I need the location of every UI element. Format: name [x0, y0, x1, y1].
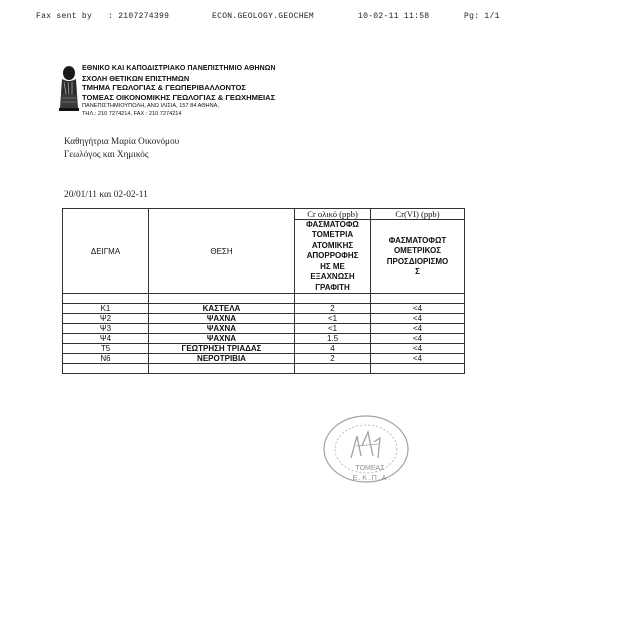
report-date: 20/01/11 και 02-02-11 [64, 190, 148, 200]
table-cell-empty [149, 294, 295, 304]
column-header-total-cr-unit: Cr ολικό (ppb) [295, 209, 371, 220]
cell-sample: N6 [63, 354, 149, 364]
results-table [62, 208, 465, 374]
cell-cr6: <4 [371, 314, 465, 324]
table-spacer-row [63, 364, 465, 374]
cell-location: ΨΑΧΝΑ [149, 334, 295, 344]
table-row [63, 314, 465, 324]
table-cell-empty [371, 364, 465, 374]
method-line: ΟΜΕΤΡΙΚΟΣ [393, 246, 442, 256]
cell-sample: Ψ3 [63, 324, 149, 334]
table-row [63, 304, 465, 314]
method-line: ΑΤΟΜΙΚΗΣ [311, 240, 354, 250]
cell-cr6: <4 [371, 334, 465, 344]
column-header-location: ΘΕΣΗ [149, 209, 295, 294]
cell-sample: Ψ2 [63, 314, 149, 324]
method-line: ΠΡΟΣΔΙΟΡΙΣΜΟ [386, 256, 449, 266]
table-cell-empty [63, 294, 149, 304]
cell-sample: K1 [63, 304, 149, 314]
method-line: ΓΡΑΦΙΤΗ [315, 282, 350, 292]
school-name: ΣΧΟΛΗ ΘΕΤΙΚΩΝ ΕΠΙΣΤΗΜΩΝ [82, 73, 190, 83]
cell-location: ΨΑΧΝΑ [149, 324, 295, 334]
cell-cr6: <4 [371, 324, 465, 334]
method-line: ΗΣ ΜΕ [320, 261, 345, 271]
letterhead [58, 64, 358, 120]
signatory-block [64, 135, 179, 161]
table-cell-empty [371, 294, 465, 304]
stamp-text-section: ΤΟΜΕΑΣ [355, 465, 385, 472]
cell-total-cr: 2 [295, 304, 371, 314]
letterhead-address: ΠΑΝΕΠΙΣΤΗΜΙΟΥΠΟΛΗ, ΑΝΩ ΙΛΙΣΙΑ, 157 84 ΑΘΗΝΑ, [82, 103, 219, 109]
signatory-title: Γεωλόγος και Χημικός [64, 149, 149, 159]
method-line: ΑΠΟΡΡΟΦΗΣ [306, 251, 359, 261]
department-name: ΤΜΗΜΑ ΓΕΩΛΟΓΙΑΣ & ΓΕΩΠΕΡΙΒΑΛΛΟΝΤΟΣ [82, 83, 246, 92]
method-line: ΦΑΣΜΑΤΟΦΩ [306, 220, 359, 230]
cell-sample: Ψ4 [63, 334, 149, 344]
cell-total-cr: 2 [295, 354, 371, 364]
method-line: ΤΟΜΕΤΡΙΑ [311, 230, 354, 240]
method-line: ΦΑΣΜΑΤΟΦΩΤ [388, 235, 447, 245]
fax-sender-number: : 2107274399 [108, 12, 170, 21]
cell-location: ΨΑΧΝΑ [149, 314, 295, 324]
table-row [63, 344, 465, 354]
table-cell-empty [295, 364, 371, 374]
cell-location: ΚΑΣΤΕΛΑ [149, 304, 295, 314]
column-header-cr6-unit: Cr(VI) (ppb) [371, 209, 465, 220]
cell-sample: T5 [63, 344, 149, 354]
table-cell-empty [295, 294, 371, 304]
table-row [63, 354, 465, 364]
section-name: ΤΟΜΕΑΣ ΟΙΚΟΝΟΜΙΚΗΣ ΓΕΩΛΟΓΙΑΣ & ΓΕΩΧΗΜΕΙΑΣ [82, 92, 276, 102]
university-seal-icon [58, 64, 80, 114]
table-header-row [63, 209, 465, 220]
university-name: ΕΘΝΙΚΟ ΚΑΙ ΚΑΠΟΔΙΣΤΡΙΑΚΟ ΠΑΝΕΠΙΣΤΗΜΙΟ ΑΘΗΝΩΝ [82, 65, 276, 72]
method-line: Σ [415, 266, 420, 276]
column-header-cr6-method [371, 220, 465, 294]
cell-total-cr: <1 [295, 324, 371, 334]
cell-cr6: <4 [371, 354, 465, 364]
cell-cr6: <4 [371, 344, 465, 354]
cell-location: ΝΕΡΟΤΡΙΒΙΑ [149, 354, 295, 364]
table-row [63, 334, 465, 344]
table-row [63, 324, 465, 334]
fax-page-count: Pg: 1/1 [464, 12, 500, 21]
department-stamp-icon [318, 412, 413, 487]
column-header-total-cr-method [295, 220, 371, 294]
signatory-name: Καθηγήτρια Μαρία Οικονόμου [64, 136, 180, 146]
method-line: ΕΞΑΧΝΩΣΗ [310, 272, 355, 282]
column-header-sample: ΔΕΙΓΜΑ [63, 209, 149, 294]
fax-department: ECON.GEOLOGY.GEOCHEM [212, 12, 315, 21]
fax-header [36, 12, 596, 26]
letterhead-phone-fax: ΤΗΛ.: 210 7274214, FAX : 210 7274214 [82, 111, 182, 117]
cell-cr6: <4 [371, 304, 465, 314]
stamp-text-university: Ε.Κ.Π.Α. [352, 475, 392, 482]
fax-sender-label: Fax sent by [36, 12, 93, 21]
table-cell-empty [149, 364, 295, 374]
table-spacer-row [63, 294, 465, 304]
cell-total-cr: <1 [295, 314, 371, 324]
table-cell-empty [63, 364, 149, 374]
cell-total-cr: 4 [295, 344, 371, 354]
cell-location: ΓΕΩΤΡΗΣΗ ΤΡΙΑΔΑΣ [149, 344, 295, 354]
fax-datetime: 10-02-11 11:58 [358, 12, 430, 21]
cell-total-cr: 1.5 [295, 334, 371, 344]
